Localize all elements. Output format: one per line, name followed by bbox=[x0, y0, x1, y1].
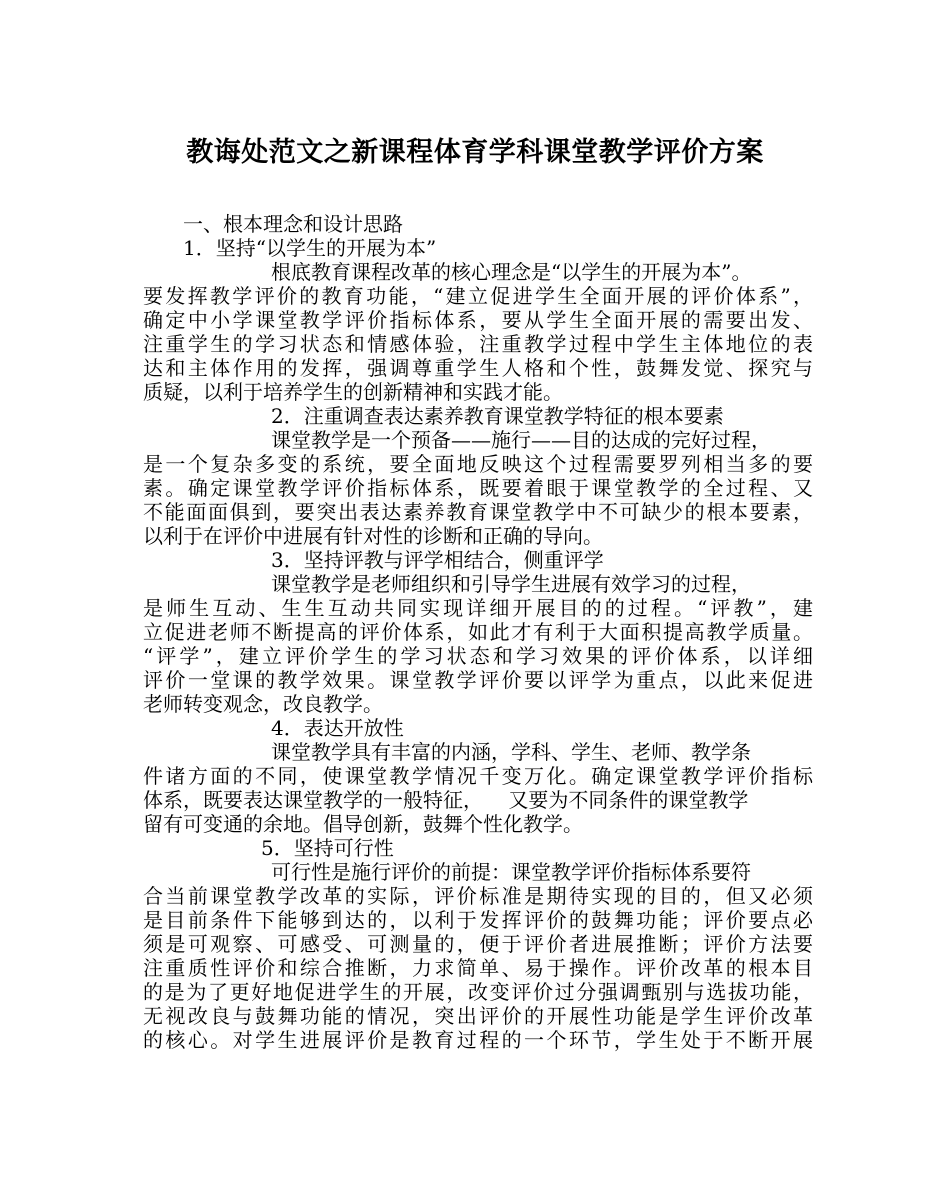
paragraph-line: 无视改良与鼓舞功能的情况，突出评价的开展性功能是学生评价改革 bbox=[143, 1004, 813, 1028]
paragraph-line: 课堂教学是老师组织和引导学生进展有效学习的过程， bbox=[271, 572, 751, 596]
page-title: 教诲处范文之新课程体育学科课堂教学评价方案 bbox=[186, 137, 764, 168]
paragraph-line: 的是为了更好地促进学生的开展，改变评价过分强调甄别与选拔功能， bbox=[143, 980, 813, 1004]
document-body bbox=[143, 212, 813, 1052]
paragraph-line: 立促进老师不断提高的评价体系，如此才有利于大面积提高教学质量。 bbox=[143, 620, 813, 644]
paragraph-line: 是一个复杂多变的系统，要全面地反映这个过程需要罗列相当多的要 bbox=[143, 452, 813, 476]
paragraph-line: 达和主体作用的发挥，强调尊重学生人格和个性，鼓舞发觉、探究与 bbox=[143, 356, 813, 380]
paragraph-line: 是目前条件下能够到达的，以利于发挥评价的鼓舞功能；评价要点必 bbox=[143, 908, 813, 932]
paragraph-line: 留有可变通的余地。倡导创新，鼓舞个性化教学。 bbox=[143, 812, 583, 836]
paragraph-line: 要发挥教学评价的教育功能，“建立促进学生全面开展的评价体系”， bbox=[143, 284, 813, 308]
item-heading: 2．注重调查表达素养教育课堂教学特征的根本要素 bbox=[271, 404, 724, 428]
paragraph-line: 的核心。对学生进展评价是教育过程的一个环节，学生处于不断开展 bbox=[143, 1028, 813, 1052]
paragraph-line: “评学”，建立评价学生的学习状态和学习效果的评价体系，以详细 bbox=[143, 644, 813, 668]
paragraph-line: 素。确定课堂教学评价指标体系，既要着眼于课堂教学的全过程、又 bbox=[143, 476, 813, 500]
paragraph-line: 确定中小学课堂教学评价指标体系，要从学生全面开展的需要出发、 bbox=[143, 308, 813, 332]
paragraph-line: 须是可观察、可感受、可测量的，便于评价者进展推断；评价方法要 bbox=[143, 932, 813, 956]
paragraph-line: 老师转变观念，改良教学。 bbox=[143, 692, 383, 716]
paragraph-line: 是师生互动、生生互动共同实现详细开展目的的过程。“评教”，建 bbox=[143, 596, 813, 620]
paragraph-line: 课堂教学是一个预备——施行——目的达成的完好过程， bbox=[271, 428, 771, 452]
paragraph-line: 不能面面俱到，要突出表达素养教育课堂教学中不可缺少的根本要素， bbox=[143, 500, 813, 524]
paragraph-line: 质疑，以利于培养学生的创新精神和实践才能。 bbox=[143, 380, 563, 404]
paragraph-line: 课堂教学具有丰富的内涵，学科、学生、老师、教学条 bbox=[271, 740, 751, 764]
paragraph-line: 根底教育课程改革的核心理念是“以学生的开展为本”。 bbox=[271, 260, 752, 284]
paragraph-line: 以利于在评价中进展有针对性的诊断和正确的导向。 bbox=[143, 524, 603, 548]
paragraph-line: 注重质性评价和综合推断，力求简单、易于操作。评价改革的根本目 bbox=[143, 956, 813, 980]
paragraph-line: 评价一堂课的教学效果。课堂教学评价要以评学为重点，以此来促进 bbox=[143, 668, 813, 692]
paragraph-line: 合当前课堂教学改革的实际，评价标准是期待实现的目的，但又必须 bbox=[143, 884, 813, 908]
paragraph-line: 注重学生的学习状态和情感体验，注重教学过程中学生主体地位的表 bbox=[143, 332, 813, 356]
item-heading: 5．坚持可行性 bbox=[261, 836, 394, 860]
item-heading: 3．坚持评教与评学相结合，侧重评学 bbox=[271, 548, 604, 572]
paragraph-line: 件诸方面的不同，使课堂教学情况千变万化。确定课堂教学评价指标 bbox=[143, 764, 813, 788]
section-heading: 一、根本理念和设计思路 bbox=[183, 212, 403, 236]
item-heading: 1．坚持“以学生的开展为本” bbox=[183, 236, 437, 260]
paragraph-line: 体系，既要表达课堂教学的一般特征， 又要为不同条件的课堂教学 bbox=[143, 788, 749, 812]
item-heading: 4．表达开放性 bbox=[271, 716, 404, 740]
paragraph-line: 可行性是施行评价的前提：课堂教学评价指标体系要符 bbox=[271, 860, 751, 884]
